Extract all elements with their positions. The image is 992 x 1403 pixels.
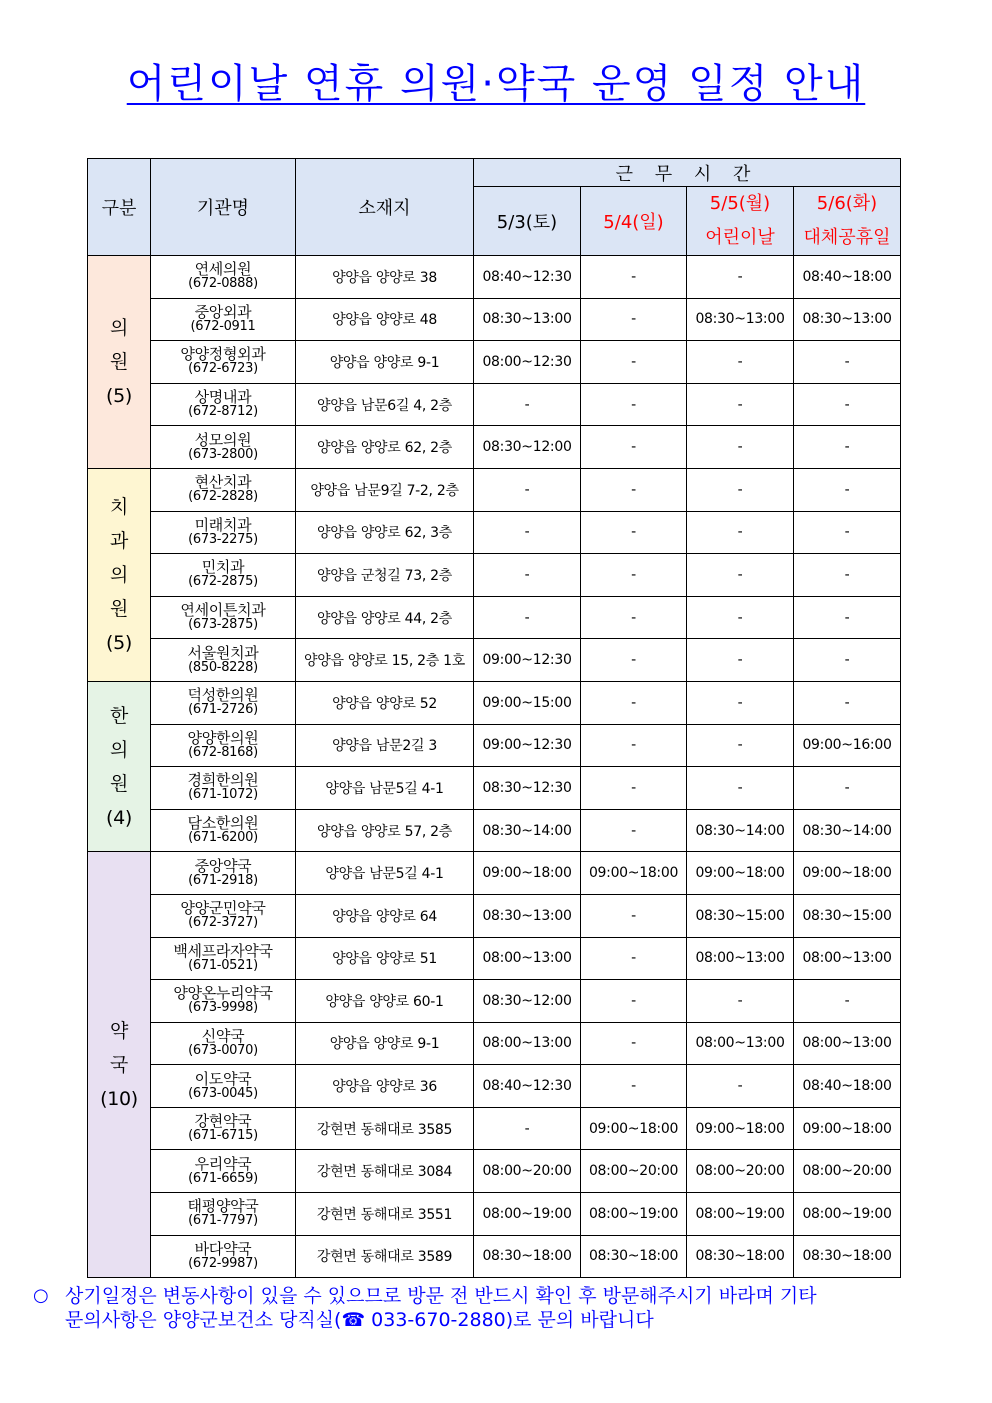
table-row (88, 809, 901, 852)
institution-phone: (673-0045) (188, 1085, 258, 1101)
hours-cell-day-2: - (581, 681, 687, 724)
hours-cell-day-3: - (687, 724, 794, 767)
hours-cell-day-1: - (474, 468, 581, 511)
hours-cell-day-4: 08:00~20:00 (794, 1150, 901, 1193)
hours-cell-day-2: - (581, 980, 687, 1023)
institution-phone: (671-6200) (188, 830, 258, 846)
table-row (88, 1150, 901, 1193)
table-row (88, 298, 901, 341)
hours-cell-day-3: 08:30~13:00 (687, 298, 794, 341)
institution-cell (151, 1150, 296, 1193)
hours-cell-day-4: - (794, 511, 901, 554)
header-name: 기관명 (151, 159, 296, 256)
institution-phone: (672-6723) (188, 361, 258, 377)
table-row (88, 681, 901, 724)
institution-cell (151, 1193, 296, 1236)
hours-cell-day-1: - (474, 554, 581, 597)
hours-cell-day-4: 09:00~16:00 (794, 724, 901, 767)
notice-bullet: ○ (33, 1285, 49, 1306)
hours-cell-day-3: - (687, 256, 794, 299)
hours-cell-day-3: - (687, 980, 794, 1023)
notice (33, 1284, 963, 1332)
hours-cell-day-4: - (794, 426, 901, 469)
page-title: 어린이날 연휴 의원·약국 운영 일정 안내 (126, 61, 866, 107)
table-row (88, 511, 901, 554)
institution-cell (151, 298, 296, 341)
address-cell: 강현면 동해대로 3084 (296, 1150, 474, 1193)
institution-name: 현산치과 (194, 473, 252, 492)
category-cell: 치 과 의 원 (5) (88, 468, 151, 681)
hours-cell-day-4: - (794, 554, 901, 597)
hours-cell-day-4: 08:00~13:00 (794, 1022, 901, 1065)
institution-name: 우리약국 (194, 1154, 252, 1173)
header-work-hours: 근 무 시 간 (474, 159, 901, 187)
institution-cell (151, 937, 296, 980)
hours-cell-day-1: 09:00~15:00 (474, 681, 581, 724)
institution-cell (151, 426, 296, 469)
institution-name: 성모의원 (194, 430, 252, 449)
hours-cell-day-2: - (581, 426, 687, 469)
address-cell: 양양읍 양양로 15, 2층 1호 (296, 639, 474, 682)
institution-name: 담소한의원 (187, 814, 259, 833)
hours-cell-day-3: - (687, 341, 794, 384)
institution-cell (151, 383, 296, 426)
table-row (88, 937, 901, 980)
hours-cell-day-2: - (581, 341, 687, 384)
hours-cell-day-3: - (687, 468, 794, 511)
address-cell: 양양읍 양양로 38 (296, 256, 474, 299)
address-cell: 양양읍 양양로 64 (296, 894, 474, 937)
table-row (88, 639, 901, 682)
table-row (88, 1107, 901, 1150)
hours-cell-day-2: - (581, 724, 687, 767)
institution-cell (151, 852, 296, 895)
institution-phone: (673-0070) (188, 1042, 258, 1058)
institution-name: 중앙약국 (194, 856, 252, 875)
institution-name: 강현약국 (194, 1112, 252, 1131)
hours-cell-day-4: - (794, 596, 901, 639)
institution-name: 상명내과 (194, 388, 252, 407)
hours-cell-day-4: - (794, 468, 901, 511)
institution-name: 연세의원 (194, 260, 252, 279)
hours-cell-day-4: 09:00~18:00 (794, 1107, 901, 1150)
hours-cell-day-2: - (581, 596, 687, 639)
table-row (88, 468, 901, 511)
hours-cell-day-1: 08:30~12:30 (474, 767, 581, 810)
hours-cell-day-3: - (687, 596, 794, 639)
hours-cell-day-3: 08:00~19:00 (687, 1193, 794, 1236)
hours-cell-day-1: 08:00~12:30 (474, 341, 581, 384)
address-cell: 양양읍 양양로 52 (296, 681, 474, 724)
institution-phone: (671-6659) (188, 1170, 258, 1186)
table-row (88, 596, 901, 639)
hours-cell-day-3: 08:30~15:00 (687, 894, 794, 937)
header-date-4-label: 5/6(화) (816, 193, 878, 214)
table-row (88, 1235, 901, 1278)
institution-cell (151, 767, 296, 810)
hours-cell-day-4: 08:40~18:00 (794, 256, 901, 299)
header-date-3 (687, 187, 794, 256)
hours-cell-day-3: - (687, 767, 794, 810)
hours-cell-day-1: 08:00~13:00 (474, 1022, 581, 1065)
institution-phone: (672-8712) (188, 404, 258, 420)
institution-phone: (671-2918) (188, 872, 258, 888)
institution-cell (151, 894, 296, 937)
hours-cell-day-4: - (794, 341, 901, 384)
hours-cell-day-1: 08:30~12:00 (474, 426, 581, 469)
address-cell: 강현면 동해대로 3585 (296, 1107, 474, 1150)
institution-name: 이도약국 (194, 1069, 252, 1088)
hours-cell-day-4: 08:40~18:00 (794, 1065, 901, 1108)
table-row (88, 383, 901, 426)
institution-cell (151, 1022, 296, 1065)
institution-cell (151, 554, 296, 597)
header-date-1-label: 5/3(토) (496, 212, 558, 233)
hours-cell-day-2: 09:00~18:00 (581, 1107, 687, 1150)
hours-cell-day-2: - (581, 767, 687, 810)
hours-cell-day-4: 08:30~18:00 (794, 1235, 901, 1278)
hours-cell-day-1: 08:40~12:30 (474, 1065, 581, 1108)
hours-cell-day-3: - (687, 681, 794, 724)
hours-cell-day-2: 08:00~19:00 (581, 1193, 687, 1236)
hours-cell-day-2: - (581, 1022, 687, 1065)
hours-cell-day-1: 08:00~13:00 (474, 937, 581, 980)
category-cell: 의 원 (5) (88, 256, 151, 469)
institution-cell (151, 1065, 296, 1108)
table-row (88, 256, 901, 299)
hours-cell-day-2: 08:00~20:00 (581, 1150, 687, 1193)
institution-phone: (850-8228) (188, 659, 258, 675)
hours-cell-day-4: 08:00~19:00 (794, 1193, 901, 1236)
hours-cell-day-2: - (581, 256, 687, 299)
hours-cell-day-1: - (474, 596, 581, 639)
hours-cell-day-1: 08:30~14:00 (474, 809, 581, 852)
hours-cell-day-1: - (474, 511, 581, 554)
hours-cell-day-3: 08:00~13:00 (687, 1022, 794, 1065)
hours-cell-day-3: 08:30~18:00 (687, 1235, 794, 1278)
table-header (88, 159, 901, 256)
institution-name: 백세프라자약국 (173, 941, 273, 960)
hours-cell-day-3: - (687, 383, 794, 426)
hours-cell-day-2: - (581, 554, 687, 597)
institution-phone: (671-7797) (188, 1213, 258, 1229)
table-row (88, 980, 901, 1023)
table-row (88, 426, 901, 469)
hours-cell-day-4: 08:30~13:00 (794, 298, 901, 341)
address-cell: 양양읍 양양로 62, 2층 (296, 426, 474, 469)
schedule-table (87, 158, 901, 1278)
institution-name: 연세이튼치과 (180, 601, 266, 620)
hours-cell-day-2: 08:30~18:00 (581, 1235, 687, 1278)
table-row (88, 554, 901, 597)
institution-phone: (671-0521) (188, 957, 258, 973)
address-cell: 양양읍 양양로 44, 2층 (296, 596, 474, 639)
hours-cell-day-1: 08:40~12:30 (474, 256, 581, 299)
institution-cell (151, 724, 296, 767)
hours-cell-day-1: - (474, 1107, 581, 1150)
hours-cell-day-2: - (581, 383, 687, 426)
hours-cell-day-3: - (687, 1065, 794, 1108)
hours-cell-day-4: - (794, 980, 901, 1023)
table-row (88, 1193, 901, 1236)
institution-name: 양양정형외과 (180, 345, 266, 364)
address-cell: 양양읍 양양로 60-1 (296, 980, 474, 1023)
hours-cell-day-1: 09:00~18:00 (474, 852, 581, 895)
institution-name: 민치과 (201, 558, 245, 577)
institution-cell (151, 980, 296, 1023)
header-address: 소재지 (296, 159, 474, 256)
hours-cell-day-1: 08:00~19:00 (474, 1193, 581, 1236)
hours-cell-day-4: - (794, 639, 901, 682)
hours-cell-day-4: - (794, 681, 901, 724)
notice-line-2: 문의사항은 양양군보건소 당직실(☎ 033-670-2880)로 문의 바랍니다 (65, 1309, 654, 1331)
institution-phone: (673-2800) (188, 446, 258, 462)
institution-name: 양양군민약국 (180, 899, 266, 918)
institution-name: 서울원치과 (187, 643, 259, 662)
hours-cell-day-4: 08:30~15:00 (794, 894, 901, 937)
hours-cell-day-1: 09:00~12:30 (474, 724, 581, 767)
institution-cell (151, 809, 296, 852)
hours-cell-day-2: - (581, 894, 687, 937)
address-cell: 양양읍 양양로 9-1 (296, 1022, 474, 1065)
hours-cell-day-3: 08:00~20:00 (687, 1150, 794, 1193)
institution-cell (151, 341, 296, 384)
institution-name: 덕성한의원 (187, 686, 259, 705)
hours-cell-day-1: 08:30~18:00 (474, 1235, 581, 1278)
institution-name: 양양한의원 (187, 728, 259, 747)
hours-cell-day-3: - (687, 554, 794, 597)
hours-cell-day-4: 08:00~13:00 (794, 937, 901, 980)
address-cell: 강현면 동해대로 3551 (296, 1193, 474, 1236)
address-cell: 양양읍 양양로 51 (296, 937, 474, 980)
institution-phone: (672-0911 (190, 318, 256, 334)
hours-cell-day-1: 08:30~12:00 (474, 980, 581, 1023)
hours-cell-day-1: 08:30~13:00 (474, 894, 581, 937)
address-cell: 양양읍 양양로 36 (296, 1065, 474, 1108)
address-cell: 양양읍 남문6길 4, 2층 (296, 383, 474, 426)
address-cell: 양양읍 양양로 48 (296, 298, 474, 341)
hours-cell-day-2: - (581, 468, 687, 511)
institution-cell (151, 511, 296, 554)
hours-cell-day-1: 09:00~12:30 (474, 639, 581, 682)
address-cell: 양양읍 남문5길 4-1 (296, 767, 474, 810)
header-date-1 (474, 187, 581, 256)
hours-cell-day-3: - (687, 639, 794, 682)
notice-line-1: 상기일정은 변동사항이 있을 수 있으므로 방문 전 반드시 확인 후 방문해주시기 바라며 기타 (65, 1285, 817, 1307)
table-row (88, 341, 901, 384)
header-date-3-label: 5/5(월) (709, 193, 771, 214)
institution-phone: (672-8168) (188, 744, 258, 760)
institution-phone: (673-2875) (188, 617, 258, 633)
table-row (88, 894, 901, 937)
address-cell: 양양읍 군청길 73, 2층 (296, 554, 474, 597)
hours-cell-day-3: - (687, 426, 794, 469)
institution-phone: (673-2275) (188, 531, 258, 547)
header-category: 구분 (88, 159, 151, 256)
hours-cell-day-3: 08:00~13:00 (687, 937, 794, 980)
hours-cell-day-3: 09:00~18:00 (687, 852, 794, 895)
institution-cell (151, 1235, 296, 1278)
institution-name: 양양온누리약국 (173, 984, 273, 1003)
address-cell: 강현면 동해대로 3589 (296, 1235, 474, 1278)
institution-name: 신약국 (201, 1026, 245, 1045)
institution-phone: (672-0888) (188, 276, 258, 292)
institution-name: 태평양약국 (187, 1197, 259, 1216)
institution-name: 바다약국 (194, 1239, 252, 1258)
hours-cell-day-2: 09:00~18:00 (581, 852, 687, 895)
hours-cell-day-4: 09:00~18:00 (794, 852, 901, 895)
institution-name: 미래치과 (194, 515, 252, 534)
hours-cell-day-3: 09:00~18:00 (687, 1107, 794, 1150)
institution-cell (151, 1107, 296, 1150)
header-date-2-label: 5/4(일) (603, 212, 664, 233)
institution-name: 중앙외과 (194, 302, 252, 321)
hours-cell-day-2: - (581, 511, 687, 554)
address-cell: 양양읍 남문9길 7-2, 2층 (296, 468, 474, 511)
hours-cell-day-3: - (687, 511, 794, 554)
hours-cell-day-3: 08:30~14:00 (687, 809, 794, 852)
institution-phone: (673-9998) (188, 1000, 258, 1016)
table-row (88, 852, 901, 895)
institution-cell (151, 639, 296, 682)
table-row (88, 724, 901, 767)
institution-cell (151, 596, 296, 639)
institution-cell (151, 256, 296, 299)
institution-phone: (671-2726) (188, 702, 258, 718)
institution-phone: (672-3727) (188, 915, 258, 931)
address-cell: 양양읍 양양로 57, 2층 (296, 809, 474, 852)
hours-cell-day-4: 08:30~14:00 (794, 809, 901, 852)
institution-phone: (672-2875) (188, 574, 258, 590)
institution-phone: (672-9987) (188, 1255, 258, 1271)
category-cell: 한 의 원 (4) (88, 681, 151, 851)
address-cell: 양양읍 남문2길 3 (296, 724, 474, 767)
hours-cell-day-2: - (581, 937, 687, 980)
institution-name: 경희한의원 (187, 771, 259, 790)
header-date-2 (581, 187, 687, 256)
institution-phone: (671-1072) (188, 787, 258, 803)
hours-cell-day-1: 08:00~20:00 (474, 1150, 581, 1193)
table-row (88, 1022, 901, 1065)
hours-cell-day-1: 08:30~13:00 (474, 298, 581, 341)
hours-cell-day-4: - (794, 383, 901, 426)
hours-cell-day-2: - (581, 1065, 687, 1108)
category-cell: 약 국 (10) (88, 852, 151, 1278)
institution-cell (151, 681, 296, 724)
header-date-4-sublabel: 대체공휴일 (803, 227, 891, 248)
hours-cell-day-2: - (581, 809, 687, 852)
hours-cell-day-1: - (474, 383, 581, 426)
table-row (88, 767, 901, 810)
address-cell: 양양읍 양양로 62, 3층 (296, 511, 474, 554)
table-row (88, 1065, 901, 1108)
institution-phone: (672-2828) (188, 489, 258, 505)
table-body (88, 256, 901, 1278)
header-date-4 (794, 187, 901, 256)
address-cell: 양양읍 남문5길 4-1 (296, 852, 474, 895)
hours-cell-day-2: - (581, 298, 687, 341)
address-cell: 양양읍 양양로 9-1 (296, 341, 474, 384)
institution-phone: (671-6715) (188, 1128, 258, 1144)
hours-cell-day-2: - (581, 639, 687, 682)
header-date-3-sublabel: 어린이날 (705, 227, 775, 248)
institution-cell (151, 468, 296, 511)
hours-cell-day-4: - (794, 767, 901, 810)
